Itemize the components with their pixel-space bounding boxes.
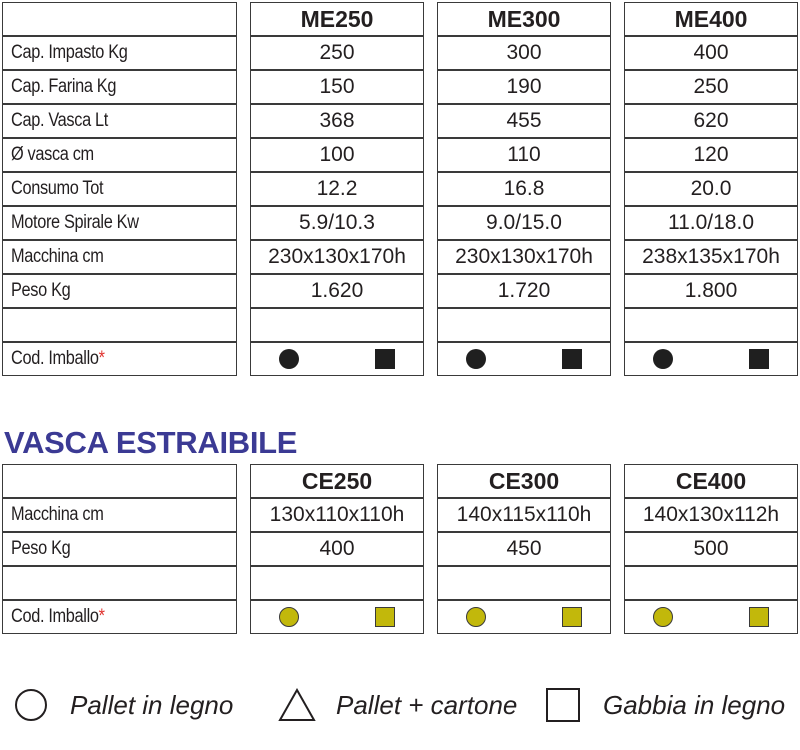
value-cell [624, 532, 798, 566]
row-label-cell [2, 532, 237, 566]
cell-value: 110 [507, 143, 541, 166]
cell-value: 238x135x170h [642, 245, 780, 268]
header-blank-cell [2, 464, 237, 498]
pack-label-text: Cod. Imballo [11, 606, 99, 627]
cell-value: 140x130x112h [642, 503, 780, 526]
circle-yellow-icon [466, 607, 486, 627]
pack-label [11, 348, 105, 370]
row-label-cell [2, 138, 237, 172]
row-label: Macchina cm [11, 246, 104, 267]
cell-value: 450 [506, 537, 542, 560]
square-yellow-icon [562, 607, 582, 627]
row-label-cell [2, 274, 237, 308]
cell-value: 11.0/18.0 [667, 211, 755, 234]
cell-value: 5.9/10.3 [299, 211, 375, 234]
model-header-label: ME300 [487, 5, 561, 32]
value-cell [250, 104, 424, 138]
value-cell [624, 172, 798, 206]
model-header-label: CE400 [675, 467, 747, 494]
cell-value: 12.2 [316, 177, 358, 200]
cell-value: 250 [319, 41, 355, 64]
model-header-label: CE250 [301, 467, 373, 494]
model-header-label: CE300 [488, 467, 560, 494]
cell-value: 20.0 [690, 177, 732, 200]
cell-value: 190 [506, 75, 542, 98]
model-header [624, 2, 798, 36]
legend-text-gabbia: Gabbia in legno [603, 689, 786, 720]
cell-value: 230x130x170h [455, 245, 593, 268]
model-header [250, 464, 424, 498]
circle-yellow-icon [279, 607, 299, 627]
pack-label-cell [2, 342, 237, 376]
cell-value: 400 [319, 537, 355, 560]
legend-item-pallet-cartone [278, 684, 517, 726]
value-cell [624, 206, 798, 240]
circle-filled-icon [279, 349, 299, 369]
pack-cell [624, 600, 798, 634]
value-cell [624, 138, 798, 172]
pack-label [11, 606, 105, 628]
value-cell [624, 240, 798, 274]
model-header [437, 464, 611, 498]
circle-yellow-icon [653, 607, 673, 627]
row-label-cell [2, 70, 237, 104]
value-cell [250, 206, 424, 240]
value-cell [437, 532, 611, 566]
cell-value: 400 [693, 41, 729, 64]
circle-filled-icon [653, 349, 673, 369]
value-cell [250, 36, 424, 70]
value-cell [250, 70, 424, 104]
value-cell [624, 70, 798, 104]
pack-label-cell [2, 600, 237, 634]
cell-value: 1.800 [684, 279, 738, 302]
packaging-legend [0, 684, 800, 726]
row-label-cell [2, 498, 237, 532]
value-cell [437, 36, 611, 70]
triangle-outline-icon [278, 688, 316, 722]
square-yellow-icon [375, 607, 395, 627]
row-label: Cap. Impasto Kg [11, 42, 128, 63]
row-label-cell [2, 308, 237, 342]
pack-icons [251, 607, 423, 627]
row-label: Peso Kg [11, 538, 71, 559]
header-blank-cell [2, 2, 237, 36]
pack-icons [438, 607, 610, 627]
cell-value: 16.8 [503, 177, 545, 200]
value-cell [624, 104, 798, 138]
cell-value: 230x130x170h [268, 245, 406, 268]
pack-icons [251, 349, 423, 369]
cell-value: 140x115x110h [456, 503, 592, 526]
value-cell [437, 498, 611, 532]
model-header [624, 464, 798, 498]
row-label: Cap. Vasca Lt [11, 110, 108, 131]
value-cell [250, 532, 424, 566]
value-cell [250, 172, 424, 206]
row-label-cell [2, 36, 237, 70]
row-label: Ø vasca cm [11, 144, 94, 165]
pack-icons [438, 349, 610, 369]
value-cell [437, 206, 611, 240]
cell-value: 100 [319, 143, 355, 166]
asterisk-mark: * [98, 606, 105, 627]
pack-label-text: Cod. Imballo [11, 348, 99, 369]
pack-icons [625, 349, 797, 369]
row-label-cell [2, 172, 237, 206]
model-header [437, 2, 611, 36]
section-title: VASCA ESTRAIBILE [4, 425, 298, 460]
pack-cell [437, 600, 611, 634]
pack-cell [437, 342, 611, 376]
row-label-cell [2, 206, 237, 240]
value-cell [437, 70, 611, 104]
model-header-label: ME400 [674, 5, 748, 32]
row-label: Motore Spirale Kw [11, 212, 139, 233]
square-filled-icon [375, 349, 395, 369]
cell-value: 1.620 [310, 279, 364, 302]
value-cell [437, 240, 611, 274]
circle-filled-icon [466, 349, 486, 369]
square-outline-icon [545, 687, 581, 723]
cell-value: 1.720 [497, 279, 551, 302]
value-cell [624, 498, 798, 532]
cell-value: 455 [506, 109, 542, 132]
value-cell [437, 104, 611, 138]
row-label: Cap. Farina Kg [11, 76, 117, 97]
square-filled-icon [749, 349, 769, 369]
row-label: Macchina cm [11, 504, 104, 525]
cell-value: 120 [693, 143, 729, 166]
circle-outline-icon [14, 688, 48, 722]
legend-item-gabbia [545, 684, 785, 726]
value-cell [250, 498, 424, 532]
cell-value: 368 [319, 109, 355, 132]
value-cell [250, 566, 424, 600]
row-label-cell [2, 240, 237, 274]
value-cell [437, 566, 611, 600]
pack-cell [250, 342, 424, 376]
cell-value: 620 [693, 109, 729, 132]
legend-text-pallet: Pallet in legno [70, 689, 234, 720]
value-cell [624, 566, 798, 600]
cell-value: 250 [693, 75, 729, 98]
square-filled-icon [562, 349, 582, 369]
cell-value: 500 [693, 537, 729, 560]
value-cell [624, 274, 798, 308]
asterisk-mark: * [98, 348, 105, 369]
legend-item-pallet [14, 684, 233, 726]
square-yellow-icon [749, 607, 769, 627]
value-cell [437, 274, 611, 308]
row-label: Peso Kg [11, 280, 71, 301]
model-header-label: ME250 [300, 5, 374, 32]
row-label-cell [2, 104, 237, 138]
cell-value: 9.0/15.0 [486, 211, 562, 234]
value-cell [437, 308, 611, 342]
row-label: Consumo Tot [11, 178, 104, 199]
value-cell [250, 138, 424, 172]
value-cell [250, 308, 424, 342]
value-cell [437, 172, 611, 206]
pack-cell [250, 600, 424, 634]
value-cell [437, 138, 611, 172]
row-label-cell [2, 566, 237, 600]
value-cell [250, 240, 424, 274]
cell-value: 300 [506, 41, 542, 64]
legend-text-pallet-cartone: Pallet + cartone [336, 689, 518, 720]
cell-value: 130x110x110h [269, 503, 405, 526]
pack-cell [624, 342, 798, 376]
cell-value: 150 [319, 75, 355, 98]
pack-icons [625, 607, 797, 627]
value-cell [624, 36, 798, 70]
value-cell [250, 274, 424, 308]
model-header [250, 2, 424, 36]
value-cell [624, 308, 798, 342]
